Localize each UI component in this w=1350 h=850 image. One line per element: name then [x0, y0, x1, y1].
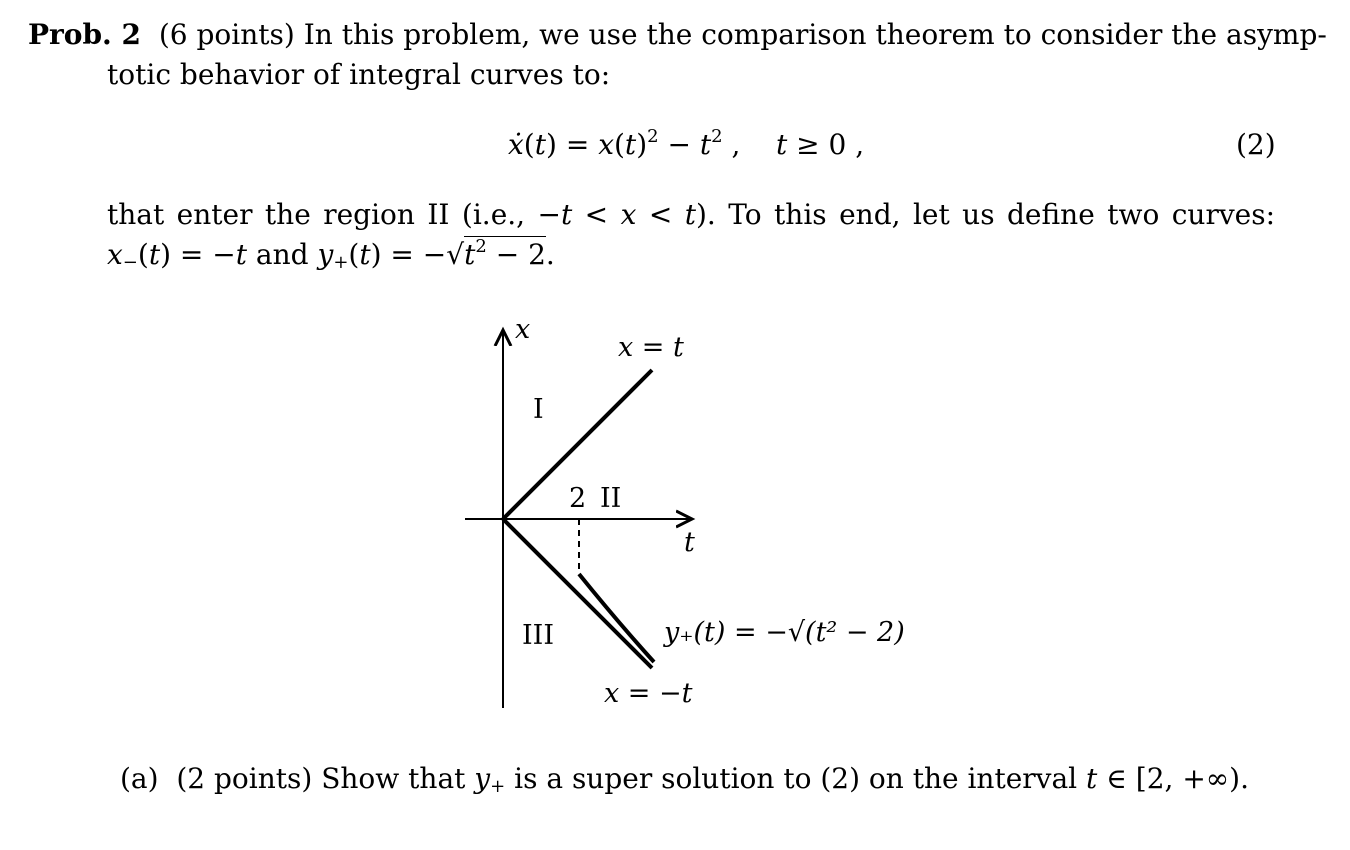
region-text-b: ). To this end, let us define two curves: [696, 198, 1276, 231]
part-a: (a) (2 points) Show that $y_+$ is a super solution to (2) on the interval t ∈ [2, +∞). [120, 762, 1249, 797]
part-a-label: (a) [120, 762, 159, 795]
lower-line-label: x = −t [604, 678, 693, 709]
problem-header [28, 18, 1327, 52]
part-a-text-3: . [1240, 762, 1249, 795]
region-III-label: III [522, 620, 554, 651]
phase-diagram [440, 300, 940, 720]
region-I-label: I [533, 394, 544, 425]
problem-intro-line-2 [107, 58, 610, 92]
and-word: and [255, 238, 309, 271]
problem-intro-2: totic behavior of integral curves to: [107, 58, 611, 91]
equation-number: (2) [1236, 128, 1276, 161]
curve-y-plus [579, 574, 654, 662]
equation-2: ẋ(t) = $x(t)^2 - t^2$ , t ≥ 0 , [508, 126, 865, 161]
axis-t-label: t [684, 527, 695, 558]
upper-line-label: x = t [618, 332, 684, 363]
region-text-a: that enter the region II (i.e., [107, 198, 538, 231]
tick-2-label: 2 [569, 483, 587, 514]
part-a-text-2: is a super solution to (2) on the interval [505, 762, 1087, 795]
region-line-2: $x_-(t) = -t$ and $y_+(t) = -√t^2 - 2$. [107, 236, 555, 273]
part-a-text-1: (2 points) Show that [176, 762, 475, 795]
region-line-1: that enter the region II (i.e., −t < x < t). To this end, let us define two curves: [107, 198, 1276, 231]
region-II-label: II [600, 483, 622, 514]
problem-label: Prob. 2 [28, 18, 142, 51]
axis-x-label: x [515, 314, 531, 345]
curve-label: y₊(t) = −√(t² − 2) [664, 617, 905, 648]
problem-intro-1: (6 points) In this problem, we use the comparison theorem to consider the asymp- [158, 18, 1327, 51]
